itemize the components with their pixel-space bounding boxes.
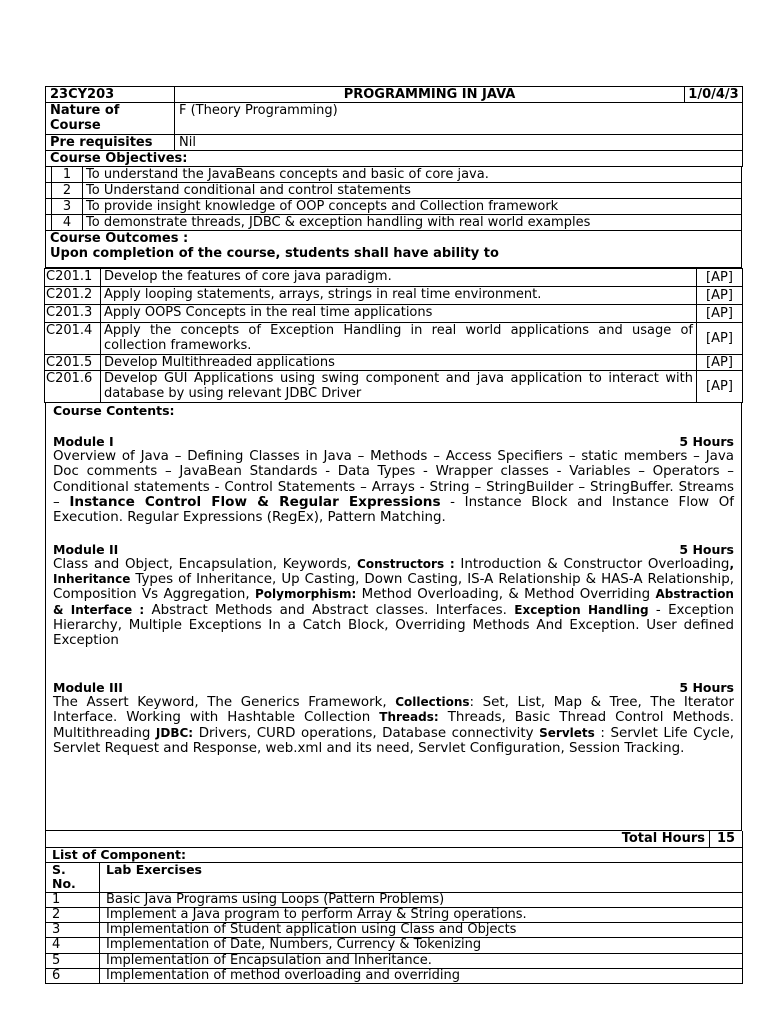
lab-number: 1 [46,892,100,907]
outcome-code: C201.2 [45,286,101,304]
lab-col-sno: S. No. [46,863,100,893]
lab-text: Implementation of Student application using Class and Objects [100,923,743,938]
outcome-text: Apply looping statements, arrays, strings in real time environment. [101,286,697,304]
objective-number: 3 [52,199,83,215]
objective-number: 4 [52,215,83,231]
outcome-level: [AP] [697,354,743,370]
course-code: 23CY203 [46,87,175,103]
total-hours-value: 15 [710,831,743,847]
outcome-row [45,268,743,286]
prereq-label: Pre requisites [46,135,175,151]
module-1-text: Overview of Java – Defining Classes in Java – Methods – Access Specifiers – static members – Java Doc comments – JavaBean Standards - Data Types - Wrapper classes - Variables – Operators –Conditional statements - Control Statements – Arrays - String – StringBuilder – StringBuffer. Streams – Instance Control Flow & Regular Expressions - Instance Block and Instance Flow Of Execution. Regular Expressions (RegEx), Pattern Matching. [53,449,734,526]
outcome-text: Develop Multithreaded applications [101,354,697,370]
outcome-row [45,370,743,402]
contents-table [45,403,742,832]
nature-label: Nature of Course [46,103,175,135]
module-3-hours: 5 Hours [679,679,734,695]
lab-row [46,969,743,984]
objective-text: To understand the JavaBeans concepts and basic of core java. [83,167,742,183]
outcome-row [45,354,743,370]
module-2-hours: 5 Hours [679,541,734,557]
outcome-code: C201.1 [45,268,101,286]
objective-number: 2 [52,183,83,199]
outcome-text: Develop the features of core java paradigm. [101,268,697,286]
lab-number: 6 [46,969,100,984]
lab-row [46,892,743,907]
outcome-text: Develop GUI Applications using swing component and java application to interact with database by using relevant JDBC Driver [101,370,697,402]
module-1-hours: 5 Hours [679,433,734,449]
outcome-level: [AP] [697,322,743,354]
outcome-code: C201.6 [45,370,101,402]
objective-row [46,199,742,215]
lab-col-name: Lab Exercises [100,863,743,893]
objective-text: To demonstrate threads, JDBC & exception handling with real world examples [83,215,742,231]
outcome-level: [AP] [697,268,743,286]
prereq-value: Nil [175,135,743,151]
lab-number: 3 [46,923,100,938]
outcome-row [45,304,743,322]
lab-text: Implementation of Encapsulation and Inheritance. [100,953,743,968]
lab-number: 2 [46,907,100,922]
outcomes-title: Course Outcomes : [50,231,189,246]
module-1-name: Module I [53,433,114,449]
course-title: PROGRAMMING IN JAVA [175,87,685,103]
lab-row [46,907,743,922]
outcome-text: Apply OOPS Concepts in the real time applications [101,304,697,322]
outcomes-subtitle: Upon completion of the course, students shall have ability to [50,246,499,261]
objective-row [46,215,742,231]
module-3-text: The Assert Keyword, The Generics Framework, Collections: Set, List, Map & Tree, The Iterator Interface. Working with Hashtable Collection Threads: Threads, Basic Thread Control Methods. Multithreading JDBC: Drivers, CURD operations, Database connectivity Servlets : Servlet Life Cycle, Servlet Request and Response, web.xml and its need, Servlet Configuration, Session Tracking. [53,694,735,756]
total-hours-table [45,831,743,848]
total-hours-label: Total Hours [46,831,710,847]
outcome-row [45,322,743,354]
module-2-name: Module II [53,541,119,557]
outcome-code: C201.5 [45,354,101,370]
outcome-code: C201.4 [45,322,101,354]
outcome-level: [AP] [697,286,743,304]
module-2-header [53,542,734,557]
lab-title: List of Component: [46,848,743,863]
outcomes-table [44,268,743,403]
objective-text: To provide insight knowledge of OOP concepts and Collection framework [83,199,742,215]
lab-row [46,923,743,938]
objective-row [46,183,742,199]
contents-title: Course Contents: [53,402,175,418]
lab-number: 5 [46,953,100,968]
course-ltpc: 1/0/4/3 [685,87,743,103]
lab-row [46,953,743,968]
course-header-table [45,86,743,167]
lab-text: Implement a Java program to perform Array & String operations. [100,907,743,922]
objectives-title: Course Objectives: [46,151,743,167]
syllabus-page [45,86,742,984]
objective-text: To Understand conditional and control statements [83,183,742,199]
module-3-name: Module III [53,679,123,695]
outcome-row [45,286,743,304]
module-1-header [53,434,734,449]
lab-row [46,938,743,953]
nature-value: F (Theory Programming) [175,103,743,135]
outcome-code: C201.3 [45,304,101,322]
lab-number: 4 [46,938,100,953]
objective-row [46,167,742,183]
lab-text: Implementation of method overloading and overriding [100,969,743,984]
lab-table [45,848,743,985]
outcome-text: Apply the concepts of Exception Handling in real world applications and usage of collection frameworks. [101,322,697,354]
module-2-text: Class and Object, Encapsulation, Keywords, Constructors : Introduction & Constructor Overloading, Inheritance Types of Inheritance, Up Casting, Down Casting, IS-A Relationship & HAS-A Relationship, Composition Vs Aggregation, Polymorphism: Method Overloading, & Method Overriding Abstraction & Interface : Abstract Methods and Abstract classes. Interfaces. Exception Handling - Exception Hierarchy, Multiple Exceptions In a Catch Block, Overriding Methods And Exception. User defined Exception [53,556,734,649]
lab-text: Implementation of Date, Numbers, Currency & Tokenizing [100,938,743,953]
objectives-table [45,167,742,231]
lab-text: Basic Java Programs using Loops (Pattern Problems) [100,892,743,907]
outcome-level: [AP] [697,304,743,322]
outcome-level: [AP] [697,370,743,402]
objective-number: 1 [52,167,83,183]
module-3-header [53,680,734,695]
outcomes-heading-table [45,231,742,268]
